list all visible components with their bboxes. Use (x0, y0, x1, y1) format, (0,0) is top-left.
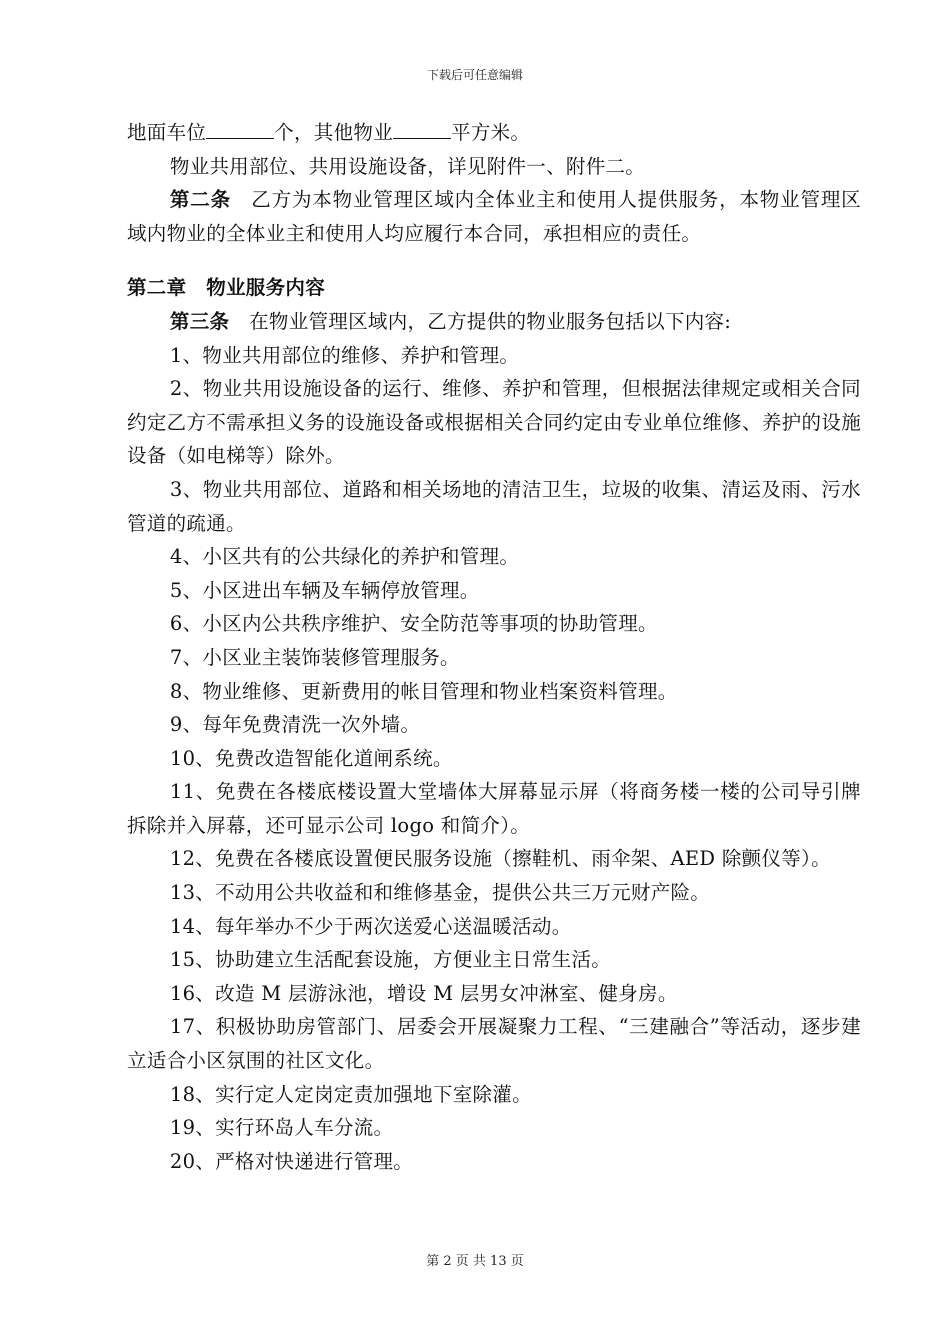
service-item: 4、小区共有的公共绿化的养护和管理。 (169, 545, 520, 569)
service-item: 5、小区进出车辆及车辆停放管理。 (169, 578, 480, 602)
service-item: 17、积极协助房管部门、居委会开展凝聚力工程、“三建融合”等活动，逐步建立适合小区氛围的社区文化。 (127, 1015, 861, 1073)
service-item: 3、物业共用部位、道路和相关场地的清洁卫生，垃圾的收集、清运及雨、污水管道的疏通。 (127, 477, 861, 535)
chapter-2-title: 第二章 物业服务内容 (127, 276, 326, 300)
service-item: 14、每年举办不少于两次送爱心送温暖活动。 (169, 914, 572, 938)
shared-facilities-line: 物业共用部位、共用设施设备，详见附件一、附件二。 (169, 154, 646, 178)
service-item: 20、严格对快递进行管理。 (169, 1149, 414, 1173)
service-item: 6、小区内公共秩序维护、安全防范等事项的协助管理。 (169, 612, 658, 636)
service-item: 18、实行定人定岗定责加强地下室除灌。 (169, 1082, 532, 1106)
page-footer: 第 2 页 共 13 页 (426, 1254, 524, 1269)
article-2 (127, 183, 861, 250)
service-item: 7、小区业主装饰装修管理服务。 (169, 645, 460, 669)
article-3-text: 在物业管理区域内，乙方提供的物业服务包括以下内容: (249, 309, 732, 333)
service-item: 9、每年免费清洗一次外墙。 (169, 713, 421, 737)
contract-body (127, 116, 861, 1178)
service-item: 12、免费在各楼底设置便民服务设施（擦鞋机、雨伞架、AED 除颤仪等）。 (169, 847, 831, 871)
article-2-text: 乙方为本物业管理区域内全体业主和使用人提供服务，本物业管理区域内物业的全体业主和使用人均应履行本合同，承担相应的责任。 (127, 188, 861, 245)
service-item: 11、免费在各楼底楼设置大堂墙体大屏幕显示屏（将商务楼一楼的公司导引牌拆除并入屏幕，还可显示公司 logo 和简介）。 (127, 780, 861, 837)
service-item: 8、物业维修、更新费用的帐目管理和物业档案资料管理。 (169, 679, 678, 703)
service-item: 13、不动用公共收益和和维修基金，提供公共三万元财产险。 (169, 881, 711, 905)
service-item: 1、物业共用部位的维修、养护和管理。 (169, 343, 520, 367)
other-area-blank (393, 118, 451, 139)
service-item: 19、实行环岛人车分流。 (169, 1116, 394, 1140)
service-item: 15、协助建立生活配套设施，方便业主日常生活。 (169, 948, 612, 972)
article-2-title: 第二条 (169, 188, 231, 212)
parking-count-blank (206, 118, 274, 139)
article-3 (127, 305, 861, 339)
service-item: 10、免费改造智能化道闸系统。 (169, 746, 453, 770)
page-header: 下载后可任意编辑 (426, 68, 523, 82)
parking-line: 地面车位 个，其他物业 平方米。 (127, 116, 861, 150)
article-3-title: 第三条 (169, 309, 230, 333)
service-item: 2、物业共用设施设备的运行、维修、养护和管理，但根据法律规定或相关合同约定乙方不需承担义务的设施设备或根据相关合同约定由专业单位维修、养护的设施设备（如电梯等）除外。 (127, 377, 861, 468)
service-item: 16、改造 M 层游泳池，增设 M 层男女冲淋室、健身房。 (169, 981, 678, 1005)
